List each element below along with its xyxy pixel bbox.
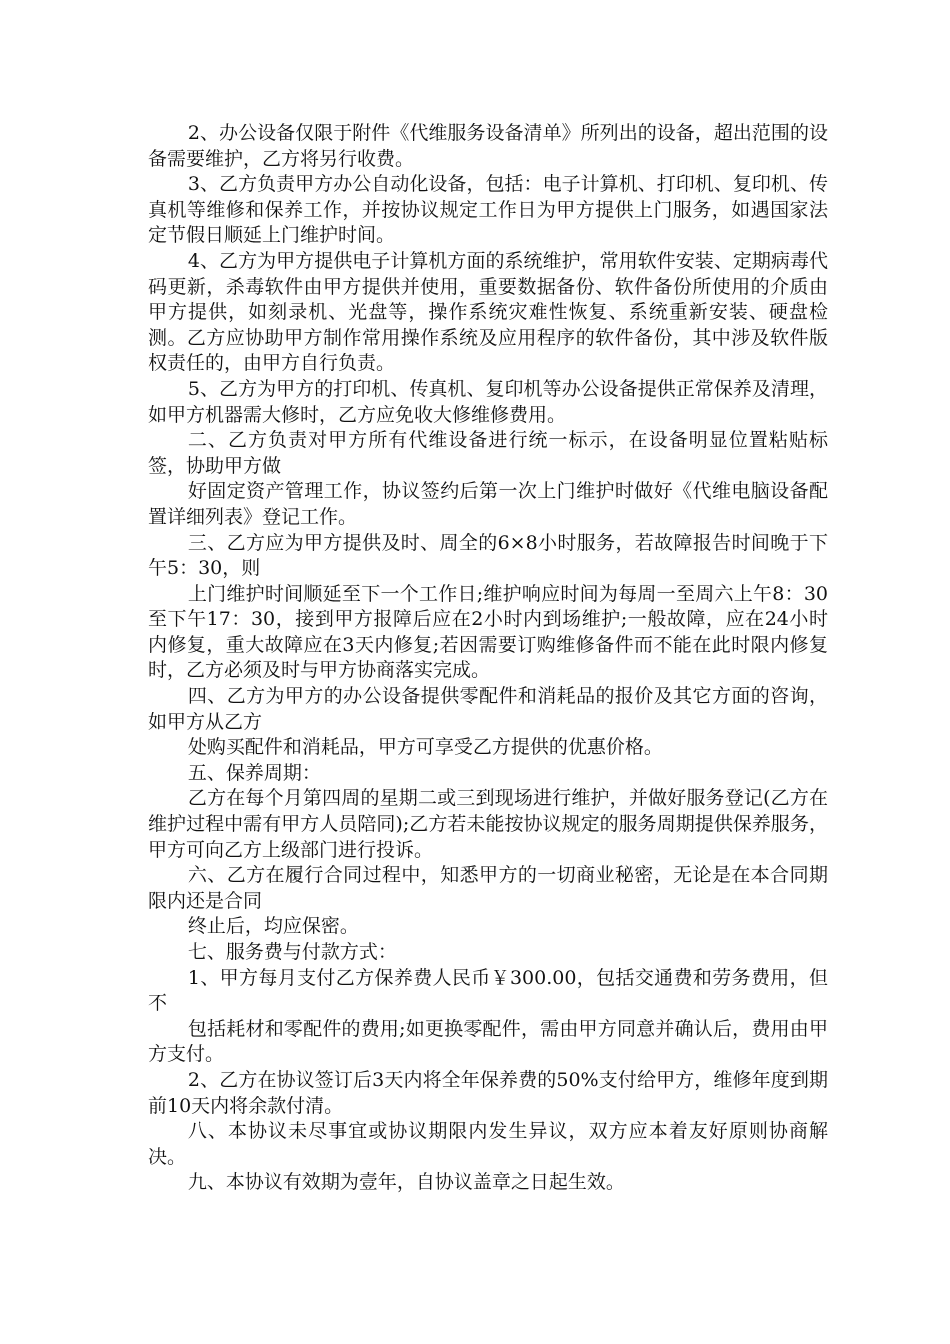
paragraph-section-3: 三、乙方应为甲方提供及时、周全的6×8小时服务，若故障报告时间晚于下午5：30，则	[148, 531, 828, 580]
paragraph-section-5-heading: 五、保养周期：	[187, 761, 321, 784]
paragraph-clause-2: 2、办公设备仅限于附件《代维服务设备清单》所列出的设备，超出范围的设备需要维护，乙方将另行收费。	[148, 122, 828, 170]
document-body	[148, 121, 828, 1196]
paragraph-section-6-cont: 终止后，均应保密。	[187, 915, 359, 938]
paragraph-section-2-cont: 好固定资产管理工作，协议签约后第一次上门维护时做好《代维电脑设备配置详细列表》登记工作。	[148, 480, 828, 528]
paragraph-fee-1: 1、甲方每月支付乙方保养费人民币￥300.00，包括交通费和劳务费用，但不	[148, 966, 828, 1015]
paragraph-section-7-heading: 七、服务费与付款方式：	[187, 941, 397, 963]
paragraph-clause-3: 3、乙方负责甲方办公自动化设备，包括：电子计算机、打印机、复印机、传真机等维修和保养工作，并按协议规定工作日为甲方提供上门服务，如遇国家法定节假日顺延上门维护时间。	[148, 173, 828, 247]
paragraph-section-3-cont: 上门维护时间顺延至下一个工作日;维护响应时间为每周一至周六上午8：30至下午17：30，接到甲方报障后应在2小时内到场维护;一般故障，应在24小时内修复，重大故障应在3天内修复;若因需要订购维修备件而不能在此时限内修复时，乙方必须及时与甲方协商落实完成。	[148, 582, 828, 682]
paragraph-section-4: 四、乙方为甲方的办公设备提供零配件和消耗品的报价及其它方面的咨询，如甲方从乙方	[148, 685, 828, 733]
paragraph-section-5-body: 乙方在每个月第四周的星期二或三到现场进行维护，并做好服务登记(乙方在维护过程中需有甲方人员陪同);乙方若未能按协议规定的服务周期提供保养服务，甲方可向乙方上级部门进行投诉。	[148, 787, 828, 861]
paragraph-clause-5: 5、乙方为甲方的打印机、传真机、复印机等办公设备提供正常保养及清理，如甲方机器需大修时，乙方应免收大修维修费用。	[148, 377, 828, 426]
paragraph-section-4-cont: 处购买配件和消耗品，甲方可享受乙方提供的优惠价格。	[187, 736, 663, 759]
paragraph-fee-1-cont: 包括耗材和零配件的费用;如更换零配件，需由甲方同意并确认后，费用由甲方支付。	[148, 1017, 828, 1066]
paragraph-fee-2: 2、乙方在协议签订后3天内将全年保养费的50%支付给甲方，维修年度到期前10天内将余款付清。	[148, 1068, 828, 1117]
paragraph-section-6: 六、乙方在履行合同过程中，知悉甲方的一切商业秘密，无论是在本合同期限内还是合同	[148, 864, 828, 912]
paragraph-section-2: 二、乙方负责对甲方所有代维设备进行统一标示，在设备明显位置粘贴标签，协助甲方做	[148, 429, 828, 477]
paragraph-section-9: 九、本协议有效期为壹年，自协议盖章之日起生效。	[187, 1171, 625, 1194]
paragraph-clause-4: 4、乙方为甲方提供电子计算机方面的系统维护，常用软件安装、定期病毒代码更新，杀毒软件由甲方提供并使用，重要数据备份、软件备份所使用的介质由甲方提供，如刻录机、光盘等，操作系统灾难性恢复、系统重新安装、硬盘检测。乙方应协助甲方制作常用操作系统及应用程序的软件备份，其中涉及软件版权责任的，由甲方自行负责。	[148, 249, 828, 375]
paragraph-section-8: 八、本协议未尽事宜或协议期限内发生异议，双方应本着友好原则协商解决。	[148, 1120, 828, 1168]
